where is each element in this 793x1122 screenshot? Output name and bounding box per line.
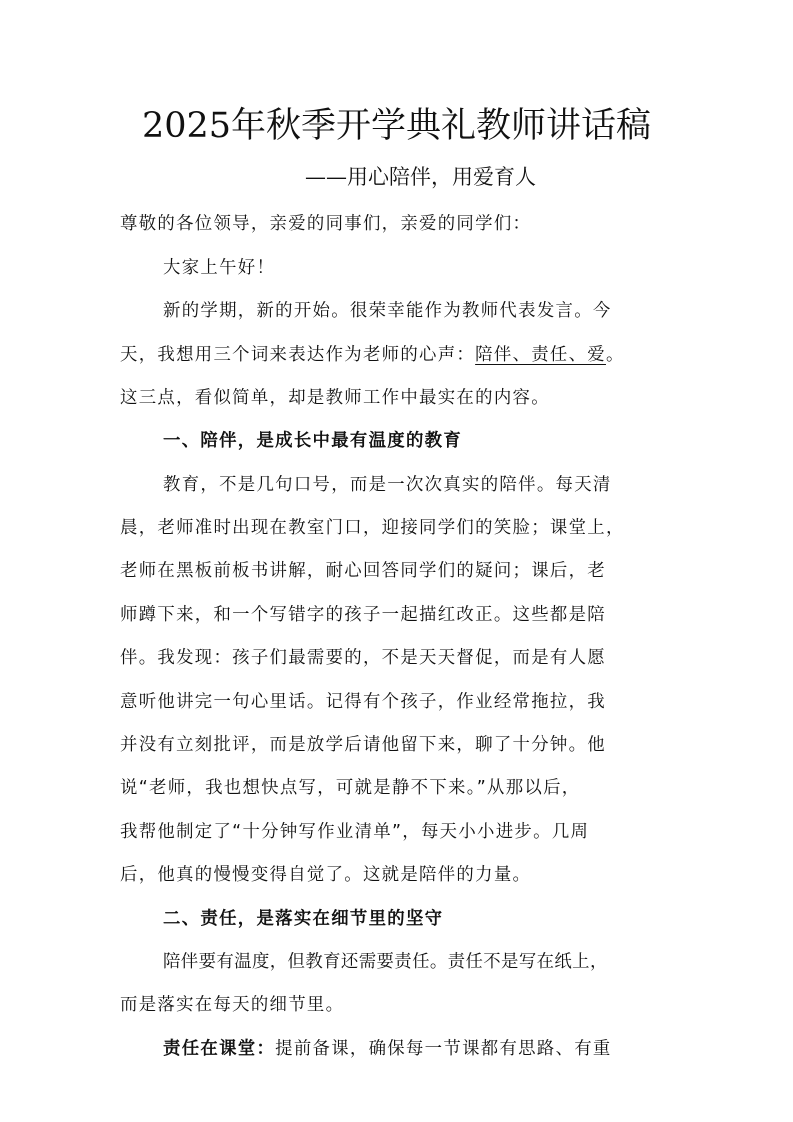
greeting: 大家上午好！ — [163, 258, 276, 278]
paragraph-line: 新的学期，新的开始。很荣幸能作为教师代表发言。今 — [163, 301, 612, 321]
paragraph-line: 后，他真的慢慢变得自觉了。这就是陪伴的力量。 — [120, 865, 532, 885]
paragraph-text: 天，我想用三个词来表达作为老师的心声： — [120, 345, 476, 365]
paragraph-line: 这三点，看似简单，却是教师工作中最实在的内容。 — [120, 388, 550, 408]
key-words-underlined: 陪伴、责任、爱 — [475, 345, 606, 365]
paragraph-line: 伴。我发现：孩子们最需要的，不是天天督促，而是有人愿 — [120, 648, 606, 668]
salutation: 尊敬的各位领导，亲爱的同事们，亲爱的同学们： — [120, 214, 532, 234]
document-subtitle: ——用心陪伴，用爱育人 — [305, 165, 536, 189]
paragraph-line: 而是落实在每天的细节里。 — [120, 995, 345, 1015]
paragraph-line — [120, 343, 676, 367]
paragraph-text: 。 — [605, 345, 625, 365]
paragraph-line: 并没有立刻批评，而是放学后请他留下来，聊了十分钟。他 — [120, 735, 606, 755]
paragraph-line: 老师在黑板前板书讲解，耐心回答同学们的疑问；课后，老 — [120, 561, 606, 581]
paragraph-line: 教育，不是几句口号，而是一次次真实的陪伴。每天清 — [163, 475, 612, 495]
document-title: 2025年秋季开学典礼教师讲话稿 — [141, 106, 652, 146]
paragraph-line: 意听他讲完一句心里话。记得有个孩子，作业经常拖拉，我 — [120, 692, 606, 712]
paragraph-line: 陪伴要有温度，但教育还需要责任。责任不是写在纸上， — [163, 952, 608, 972]
paragraph-text: 提前备课，确保每一节课都有思路、有重 — [275, 1039, 612, 1059]
paragraph-line: 我帮他制定了“十分钟写作业清单”，每天小小进步。几周 — [120, 822, 590, 842]
section-heading-1: 一、陪伴，是成长中最有温度的教育 — [163, 431, 463, 451]
paragraph-line: 晨，老师准时出现在教室门口，迎接同学们的笑脸；课堂上， — [120, 518, 625, 538]
paragraph-line: 师蹲下来，和一个写错字的孩子一起描红改正。这些都是陪 — [120, 605, 606, 625]
paragraph-line — [163, 1037, 676, 1061]
paragraph-line: 说“老师，我也想快点写，可就是静不下来。”从那以后， — [120, 778, 581, 798]
bold-lead-phrase: 责任在课堂： — [163, 1039, 276, 1059]
section-heading-2: 二、责任，是落实在细节里的坚守 — [163, 909, 444, 929]
